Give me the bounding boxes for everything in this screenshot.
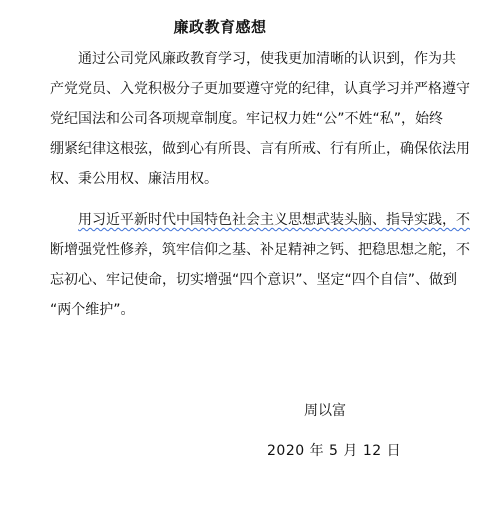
signature-date: 2020 年 5 月 12 日: [267, 443, 402, 459]
paragraph-1-line-2: 产党党员、入党积极分子更加要遵守党的纪律，认真学习并严格遵守: [50, 81, 470, 97]
paragraph-1-line-4: 绷紧纪律这根弦，做到心有所畏、言有所戒、行有所止，确保依法用: [50, 141, 470, 157]
paragraph-1: [50, 44, 470, 194]
signature-name: 周以富: [304, 403, 346, 419]
paragraph-2-line-2: 断增强党性修养，筑牢信仰之基、补足精神之钙、把稳思想之舵，不: [50, 242, 470, 258]
paragraph-1-line-1: 通过公司党风廉政教育学习，使我更加清晰的认识到，作为共: [78, 51, 456, 67]
paragraph-2-line-1: 用习近平新时代中国特色社会主义思想武装头脑、指导实践，不: [78, 212, 470, 228]
paragraph-2-line-4: “两个维护”。: [50, 302, 135, 318]
document-title: 廉政教育感想: [173, 18, 267, 36]
paragraph-2-line-3: 忘初心、牢记使命，切实增强“四个意识”、坚定“四个自信”、做到: [50, 272, 458, 288]
paragraph-1-line-3: 党纪国法和公司各项规章制度。牢记权力姓“公”不姓“私”，始终: [50, 111, 444, 127]
paragraph-1-line-5: 权、秉公用权、廉洁用权。: [50, 171, 218, 187]
paragraph-2: [50, 205, 470, 325]
